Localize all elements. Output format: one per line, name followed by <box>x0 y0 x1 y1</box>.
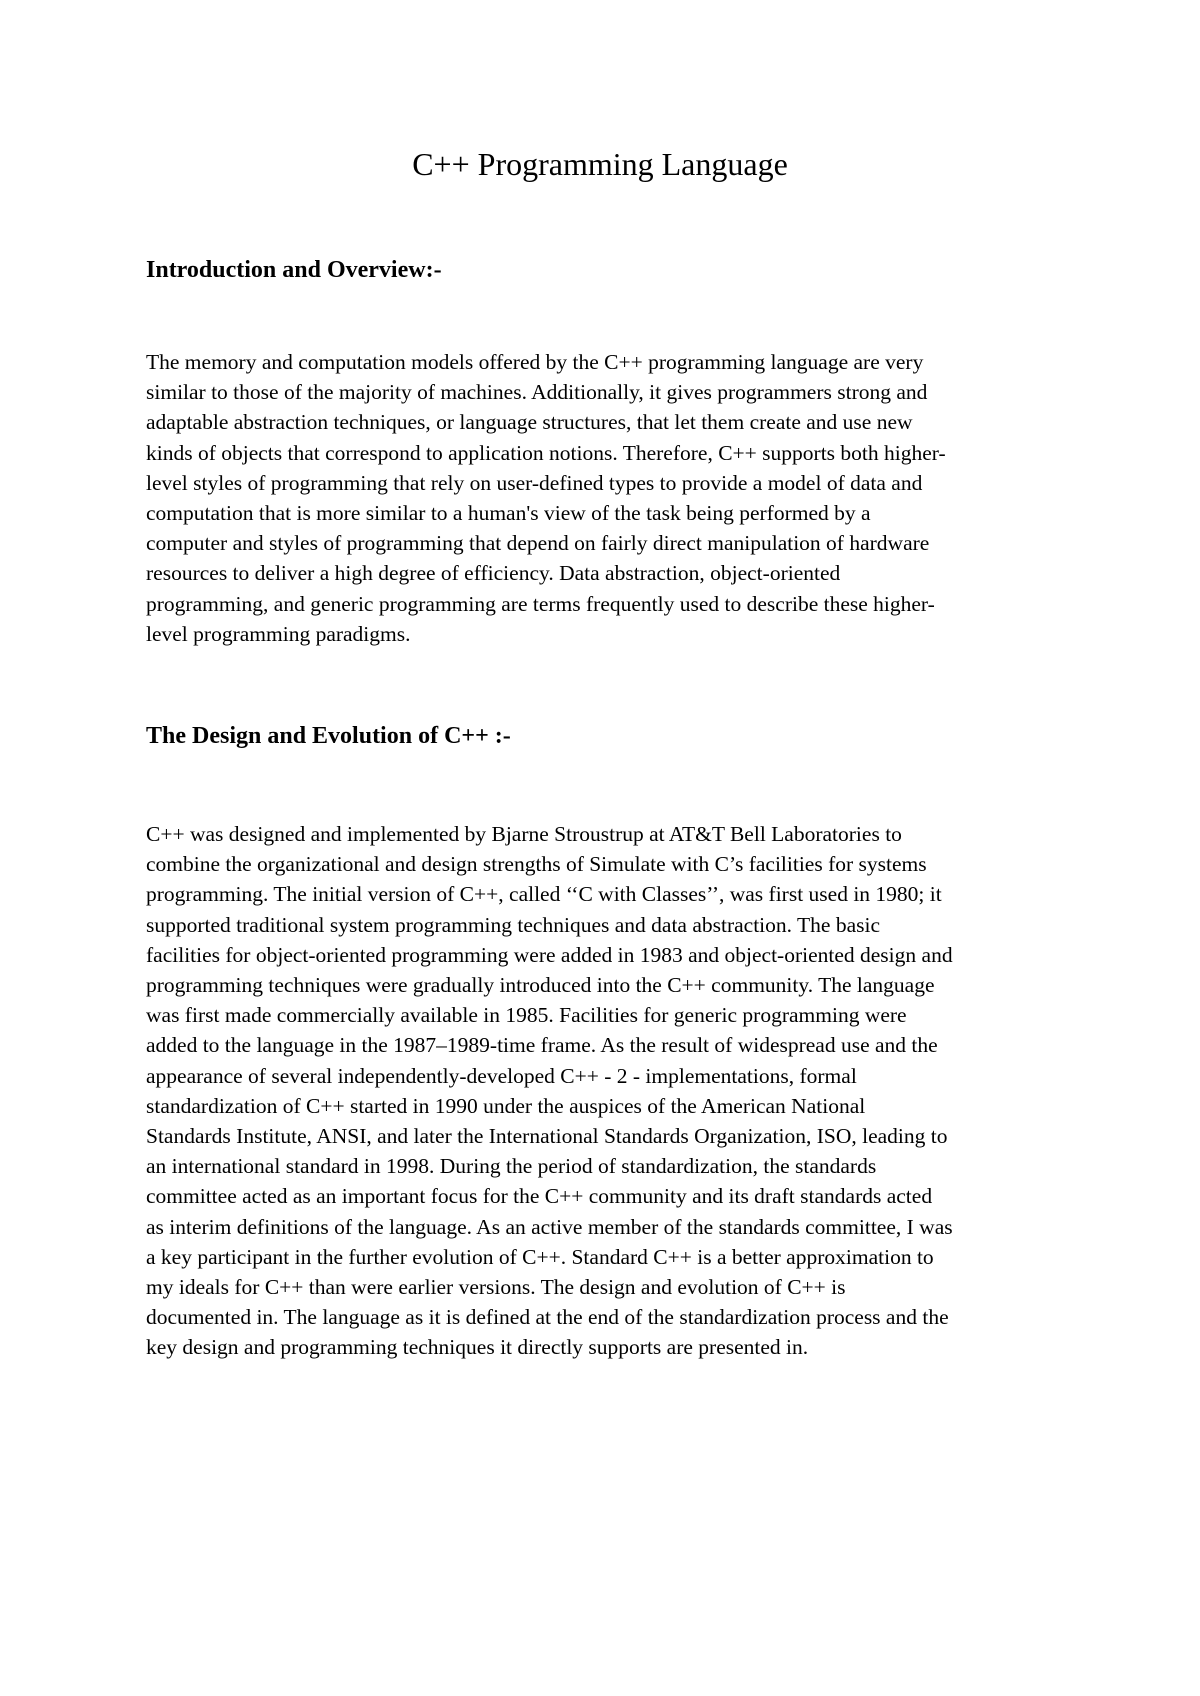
paragraph-line: was first made commercially available in 1985. Facilities for generic programming were <box>146 1003 907 1028</box>
paragraph-line: level programming paradigms. <box>146 621 411 646</box>
paragraph-line: appearance of several independently-developed C++ - 2 - implementations, formal <box>146 1063 857 1088</box>
paragraph-line: standardization of C++ started in 1990 under the auspices of the American National <box>146 1093 866 1118</box>
paragraph-line: computer and styles of programming that depend on fairly direct manipulation of hardware <box>146 531 930 556</box>
paragraph-line: supported traditional system programming techniques and data abstraction. The basic <box>146 912 880 937</box>
paragraph-line: C++ was designed and implemented by Bjarne Stroustrup at AT&T Bell Laboratories to <box>146 822 902 846</box>
paragraph-line: The memory and computation models offered by the C++ programming language are very <box>146 350 924 374</box>
paragraph-line: computation that is more similar to a human's view of the task being performed by a <box>146 501 871 526</box>
paragraph-line: key design and programming techniques it directly supports are presented in. <box>146 1335 809 1360</box>
paragraph-line: combine the organizational and design strengths of Simulate with C’s facilities for systems <box>146 852 927 877</box>
paragraph-line: programming, and generic programming are terms frequently used to describe these higher- <box>146 591 935 616</box>
design-evolution-paragraph <box>146 819 1066 1363</box>
section-heading-design-evolution: The Design and Evolution of C++ :- <box>146 723 511 749</box>
paragraph-line: documented in. The language as it is defined at the end of the standardization process and the <box>146 1305 949 1330</box>
paragraph-line: an international standard in 1998. During the period of standardization, the standards <box>146 1154 877 1179</box>
introduction-paragraph <box>146 347 1066 649</box>
paragraph-line: added to the language in the 1987–1989-time frame. As the result of widespread use and the <box>146 1033 938 1058</box>
paragraph-line: a key participant in the further evolution of C++. Standard C++ is a better approximation to <box>146 1244 934 1269</box>
paragraph-line: programming. The initial version of C++, called ‘‘C with Classes’’, was first used in 1980; it <box>146 882 942 907</box>
paragraph-line: facilities for object-oriented programming were added in 1983 and object-oriented design and <box>146 942 953 967</box>
paragraph-line: Standards Institute, ANSI, and later the International Standards Organization, ISO, leading to <box>146 1124 948 1149</box>
paragraph-line: as interim definitions of the language. As an active member of the standards committee, I was <box>146 1214 953 1239</box>
section-heading-introduction: Introduction and Overview:- <box>146 257 442 283</box>
paragraph-line: resources to deliver a high degree of efficiency. Data abstraction, object-oriented <box>146 561 841 586</box>
paragraph-line: similar to those of the majority of machines. Additionally, it gives programmers strong and <box>146 380 928 405</box>
paragraph-line: programming techniques were gradually introduced into the C++ community. The language <box>146 973 935 998</box>
paragraph-line: kinds of objects that correspond to application notions. Therefore, C++ supports both higher- <box>146 440 946 465</box>
paragraph-line: adaptable abstraction techniques, or language structures, that let them create and use new <box>146 410 913 435</box>
paragraph-line: level styles of programming that rely on user-defined types to provide a model of data and <box>146 470 923 495</box>
document-title: C++ Programming Language <box>412 146 788 182</box>
paragraph-line: committee acted as an important focus for the C++ community and its draft standards acted <box>146 1184 933 1209</box>
paragraph-line: my ideals for C++ than were earlier versions. The design and evolution of C++ is <box>146 1275 846 1300</box>
